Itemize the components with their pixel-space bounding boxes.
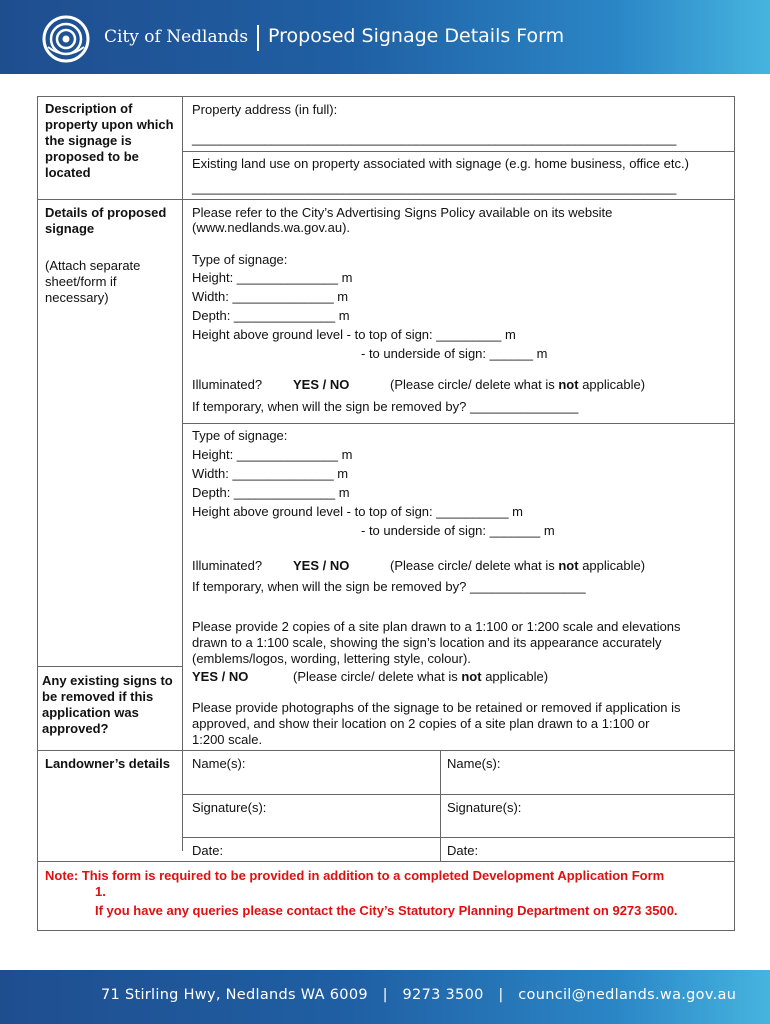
note-contact-line: If you have any queries please contact the City’s Statutory Planning Department on 9273 3500.	[95, 903, 678, 918]
property-address-label: Property address (in full):	[192, 102, 338, 117]
row-divider	[38, 750, 734, 751]
property-address-field[interactable]: ___________________________________________________________________	[192, 131, 677, 146]
sign1-underside-field[interactable]: - to underside of sign: ______ m	[361, 346, 548, 361]
photos-text-line3: 1:200 scale.	[192, 732, 263, 747]
page-title: Proposed Signage Details Form	[268, 25, 565, 47]
policy-text: Please refer to the City’s Advertising Signs Policy available on its website	[192, 205, 613, 220]
land-use-field[interactable]: ___________________________________________________________________	[192, 180, 677, 195]
sign1-circle-note: (Please circle/ delete what is not applicable)	[390, 377, 646, 392]
sign1-depth-field[interactable]: Depth: ______________ m	[192, 308, 350, 323]
existing-signs-yes-no-choice[interactable]: YES / NO	[192, 669, 249, 684]
row-divider	[38, 199, 734, 200]
sign2-yes-no-choice[interactable]: YES / NO	[293, 558, 350, 573]
existing-signs-label: Any existing signs to be removed if this application was approved?	[42, 673, 173, 736]
landowner-signature-field-left[interactable]: Signature(s):	[192, 800, 267, 815]
sign1-illuminated-label: Illuminated?	[192, 377, 263, 392]
column-divider	[440, 750, 441, 861]
row-divider	[38, 861, 734, 862]
sign2-height-field[interactable]: Height: ______________ m	[192, 447, 353, 462]
photos-text-line2: approved, and show their location on 2 copies of a site plan drawn to a 1:100 or	[192, 716, 650, 731]
photos-text-line1: Please provide photographs of the signage to be retained or removed if application is	[192, 700, 681, 715]
signage-form-table	[37, 96, 735, 931]
footer-contact-info: 71 Stirling Hwy, Nedlands WA 6009 | 9273 3500 | council@nedlands.wa.gov.au	[101, 987, 737, 1003]
note-line1: Note: This form is required to be provided in addition to a completed Development Application Form	[45, 868, 665, 883]
footer-banner	[0, 970, 770, 1024]
landowner-name-field-left[interactable]: Name(s):	[192, 756, 246, 771]
sign1-height-field[interactable]: Height: ______________ m	[192, 270, 353, 285]
sign2-temporary-field[interactable]: If temporary, when will the sign be removed by? ________________	[192, 579, 586, 594]
sign2-depth-field[interactable]: Depth: ______________ m	[192, 485, 350, 500]
site-plan-text-line2: drawn to a 1:100 scale, showing the sign’s location and its appearance accurately	[192, 635, 662, 650]
sign2-width-field[interactable]: Width: ______________ m	[192, 466, 349, 481]
note-line2: 1.	[95, 884, 106, 899]
brand-name: City of Nedlands	[104, 27, 249, 47]
row-divider	[183, 151, 734, 152]
sign2-circle-note: (Please circle/ delete what is not applicable)	[390, 558, 646, 573]
header-banner	[0, 0, 770, 74]
header-divider	[257, 25, 259, 51]
landowner-signature-field-right[interactable]: Signature(s):	[447, 800, 522, 815]
landowner-date-field-left[interactable]: Date:	[192, 843, 224, 858]
sign2-top-height-field[interactable]: Height above ground level - to top of sign: __________ m	[192, 504, 524, 519]
column-divider	[182, 97, 183, 851]
signage-details-label: Details of proposed signage	[45, 205, 167, 236]
land-use-label: Existing land use on property associated with signage (e.g. home business, office etc.)	[192, 156, 689, 171]
sign1-top-height-field[interactable]: Height above ground level - to top of sign: _________ m	[192, 327, 516, 342]
landowner-details-label: Landowner’s details	[45, 756, 170, 771]
sign2-type-label: Type of signage:	[192, 428, 288, 443]
nedlands-rose-logo-icon	[38, 15, 94, 63]
attach-note: (Attach separate sheet/form if necessary)	[45, 258, 141, 305]
row-divider	[183, 423, 734, 424]
sign1-width-field[interactable]: Width: ______________ m	[192, 289, 349, 304]
sign1-type-label: Type of signage:	[192, 252, 288, 267]
row-divider	[183, 794, 734, 795]
property-description-label: Description of property upon which the signage is proposed to be located	[45, 101, 174, 180]
sign2-illuminated-label: Illuminated?	[192, 558, 263, 573]
sign1-temporary-field[interactable]: If temporary, when will the sign be removed by? _______________	[192, 399, 579, 414]
sign2-underside-field[interactable]: - to underside of sign: _______ m	[361, 523, 555, 538]
site-plan-text-line1: Please provide 2 copies of a site plan drawn to a 1:100 or 1:200 scale and elevations	[192, 619, 681, 634]
existing-signs-circle-note: (Please circle/ delete what is not applicable)	[293, 669, 549, 684]
sign1-yes-no-choice[interactable]: YES / NO	[293, 377, 350, 392]
site-plan-text-line3: (emblems/logos, wording, lettering style, colour).	[192, 651, 471, 666]
policy-url: (www.nedlands.wa.gov.au).	[192, 220, 351, 235]
landowner-date-field-right[interactable]: Date:	[447, 843, 479, 858]
row-divider	[38, 666, 183, 667]
landowner-name-field-right[interactable]: Name(s):	[447, 756, 501, 771]
row-divider	[183, 837, 734, 838]
